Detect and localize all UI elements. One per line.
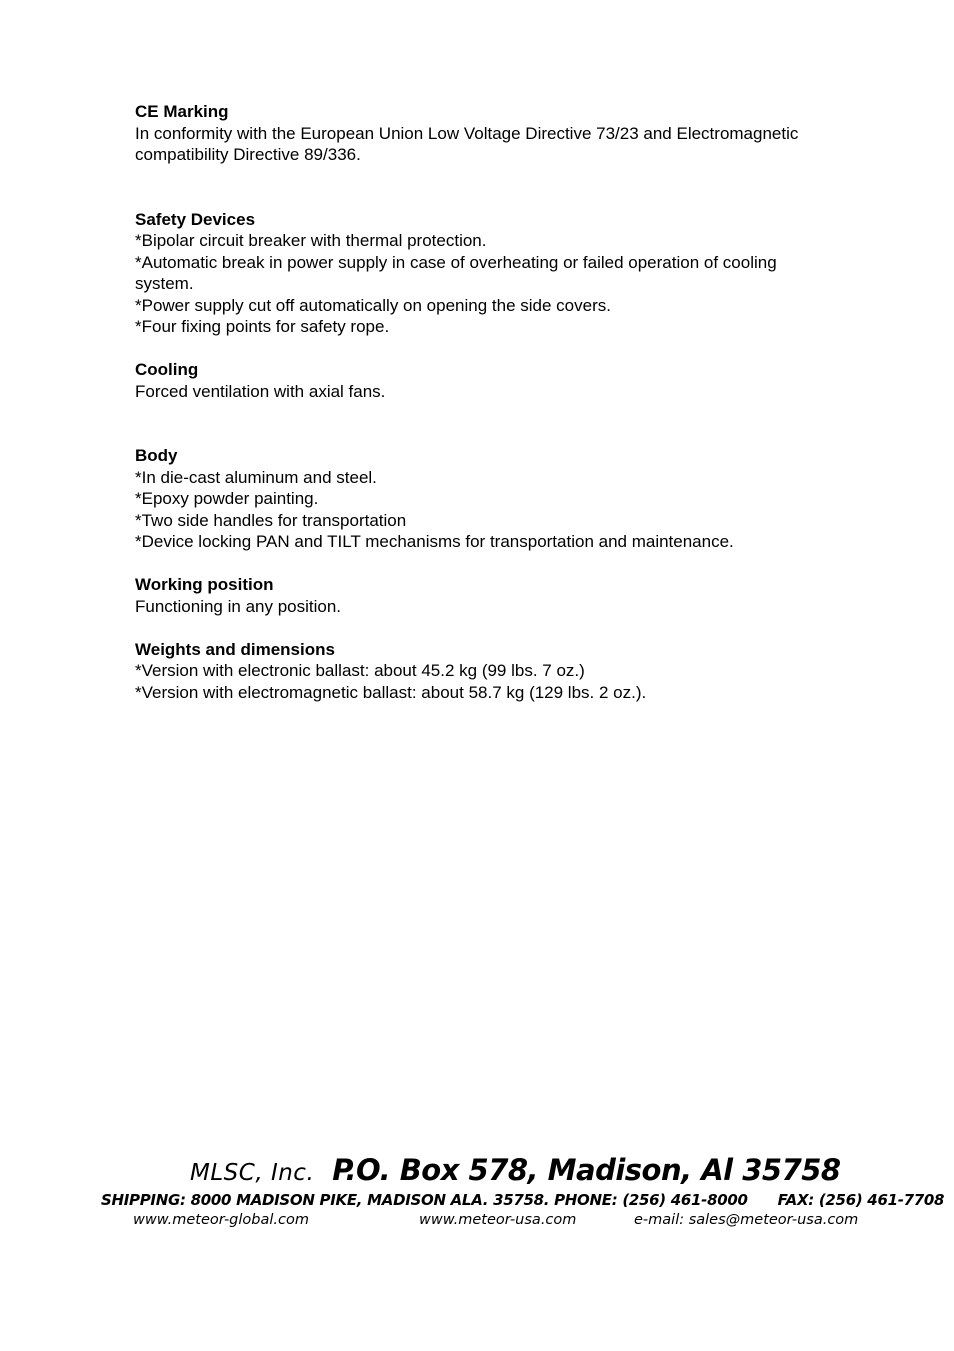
section-body <box>135 445 895 553</box>
section-text-line: *Power supply cut off automatically on opening the side covers. <box>135 295 611 315</box>
section-title: CE Marking <box>135 102 229 121</box>
section-working-position <box>135 574 895 617</box>
section-text-line: *Version with electromagnetic ballast: about 58.7 kg (129 lbs. 2 oz.). <box>135 682 647 702</box>
website-usa-link[interactable]: www.meteor-usa.com <box>419 1212 577 1228</box>
section-text-line: *Automatic break in power supply in case of overheating or failed operation of cooling <box>135 252 777 272</box>
section-text-line: In conformity with the European Union Low Voltage Directive 73/23 and Electromagnetic <box>135 123 799 143</box>
section-text-line: Forced ventilation with axial fans. <box>135 381 386 401</box>
section-title: Body <box>135 446 178 465</box>
shipping-info: SHIPPING: 8000 MADISON PIKE, MADISON ALA. 35758. PHONE: (256) 461-8000 <box>101 1191 748 1209</box>
section-weights-dimensions <box>135 639 895 704</box>
section-text-line: *Four fixing points for safety rope. <box>135 317 390 336</box>
section-cooling <box>135 359 895 402</box>
section-text-line: compatibility Directive 89/336. <box>135 145 361 164</box>
section-text-line: *In die-cast aluminum and steel. <box>135 467 377 487</box>
section-title: Working position <box>135 575 274 594</box>
section-text-line: system. <box>135 274 194 293</box>
section-text-line: *Two side handles for transportation <box>135 510 407 530</box>
section-title: Weights and dimensions <box>135 639 335 659</box>
footer-header-line <box>190 1153 841 1187</box>
section-safety-devices <box>135 209 895 338</box>
postal-address: P.O. Box 578, Madison, Al 35758 <box>332 1153 841 1187</box>
section-title: Safety Devices <box>135 209 256 229</box>
document-body <box>135 101 895 703</box>
section-title: Cooling <box>135 360 199 379</box>
fax-number: FAX: (256) 461-7708 <box>777 1191 945 1209</box>
section-text-line: *Epoxy powder painting. <box>135 489 319 508</box>
website-global-link[interactable]: www.meteor-global.com <box>133 1212 309 1228</box>
section-text-line: *Bipolar circuit breaker with thermal protection. <box>135 231 487 250</box>
section-text-line: *Version with electronic ballast: about 45.2 kg (99 lbs. 7 oz.) <box>135 661 585 680</box>
section-text-line: *Device locking PAN and TILT mechanisms for transportation and maintenance. <box>135 532 734 551</box>
company-name: MLSC, Inc. <box>190 1160 315 1186</box>
email-link[interactable]: e-mail: sales@meteor-usa.com <box>634 1212 859 1228</box>
section-ce-marking <box>135 101 895 166</box>
section-text-line: Functioning in any position. <box>135 596 342 616</box>
footer-contact-line <box>101 1191 944 1209</box>
